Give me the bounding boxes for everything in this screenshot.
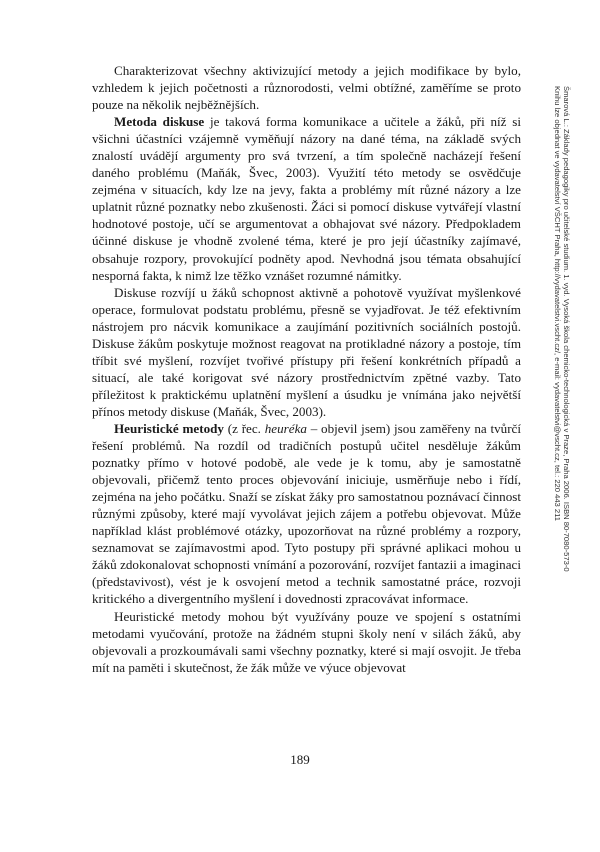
paragraph-text: – objevil jsem) jsou zaměřeny na tvůrčí řešení problémů. Na rozdíl od tradičních postupů učitel nesděluje žákům poznatky přímo v hotové podobě, ale vede je k tomu, aby je samostatně objevovali, přičemž tento proces objevování iniciuje, usměrňuje nebo i řídí, zejména na jeho počátku. Snaží se získat žáky pro samostatnou poznávací činnost různými způsoby, které mají vyvolávat jejich zájem a potřebu objevovat. Může například klást problémové otázky, upozorňovat na různé problémy a rozpory, seznamovat se zajímavostmi apod. Tyto postupy při správné aplikaci mohou u žáků zdokonalovat schopnosti vnímání a pozorování, rozvíjet fantazii a imaginaci (představivost), vést je k osvojení metod a technik samostatné práce, rozvoji kritického a divergentního myšlení i dovednosti zpracovávat informace. <box>92 420 522 607</box>
paragraph-heuristicke-vyuziti <box>92 608 521 676</box>
paragraph-text: Charakterizovat všechny aktivizující metody a jejich modifikace by bylo, vzhledem k jejich početnosti a různorodosti, velmi obtížné, zaměříme se proto pouze na několik nejběžnějších. <box>92 63 521 113</box>
paragraph-diskuse-rozviji <box>92 284 521 420</box>
paragraph-italic: heuréka <box>264 420 307 436</box>
citation-line: Šmarová L.: Základy pedagogiky pro učitelské studium. 1. vyd. Vysoká škola chemicko-technologická v Praze, Praha 2006. ISBN 80-7080-573-0 <box>562 86 571 572</box>
page-number: 189 <box>290 752 310 767</box>
paragraph-intro <box>92 62 521 113</box>
paragraph-text-before: (z řec. <box>223 420 265 436</box>
paragraph-heading: Heuristické metody <box>114 420 224 436</box>
paragraph-text: Diskuse rozvíjí u žáků schopnost aktivně a pohotově využívat myšlenkové operace, formulovat podstatu problému, přesně se vyjadřovat. Je též efektivním nástrojem pro nácvik komunikace a zaujímání pozitivních sociálních postojů. Diskuse žákům poskytuje možnost reagovat na protikladné názory a postoje, tím tříbit své myšlení, rozvíjet tvořivé přístupy při řešení konkrétních případů a situací, ale také korigovat své názory prostřednictvím zpětné vazby. Tato příležitost k praktickému uplatnění myšlení a úsudku je vnímána jako největší přínos metody diskuse (Maňák, Švec, 2003). <box>92 284 521 419</box>
order-info-line: Knihu lze objednat ve vydavatelství VŠCHT Praha, http://vydavatelstvi.vscht.cz/, e-mail: vydavatelstvi@vscht.cz, tel.: 220 443 211 <box>552 86 562 521</box>
paragraph-text: je taková forma komunikace a učitele a žáků, při níž si všichni účastníci vzájemně vyměňují názory na dané téma, na základě svých znalostí uvádějí argumenty pro svá tvrzení, a tím společně nacházejí řešení daného problému (Maňák, Švec, 2003). Využití této metody se osvědčuje zejména v situacích, kdy lze na jevy, fakta a problémy mít různé názory a lze uplatnit různé poznatky nebo zkušenosti. Žáci si pomocí diskuse vytvářejí vlastní hodnotové postoje, učí se argumentovat a obhajovat své názory. Předpokladem účinné diskuse je vhodně zvolené téma, které je pro její účastníky zajímavé, obsahuje rozpory, provokující podněty apod. Nevhodná jsou témata obsahující nesporná fakta, k nimž lze těžko vznášet rozumné námitky. <box>92 114 521 283</box>
citation-side-note <box>552 86 571 586</box>
body-text <box>92 62 521 676</box>
paragraph-heuristicke-metody <box>92 420 521 608</box>
paragraph-heading: Metoda diskuse <box>114 114 205 130</box>
paragraph-text: Heuristické metody mohou být využívány pouze ve spojení s ostatními metodami vyučování, protože na žádném stupni školy není v silách žáků, aby objevovali a prozkoumávali sami všechny poznatky, které si mají osvojit. Je třeba mít na paměti i skutečnost, že žák může ve výuce objevovat <box>92 608 521 675</box>
paragraph-metoda-diskuse <box>92 113 521 283</box>
